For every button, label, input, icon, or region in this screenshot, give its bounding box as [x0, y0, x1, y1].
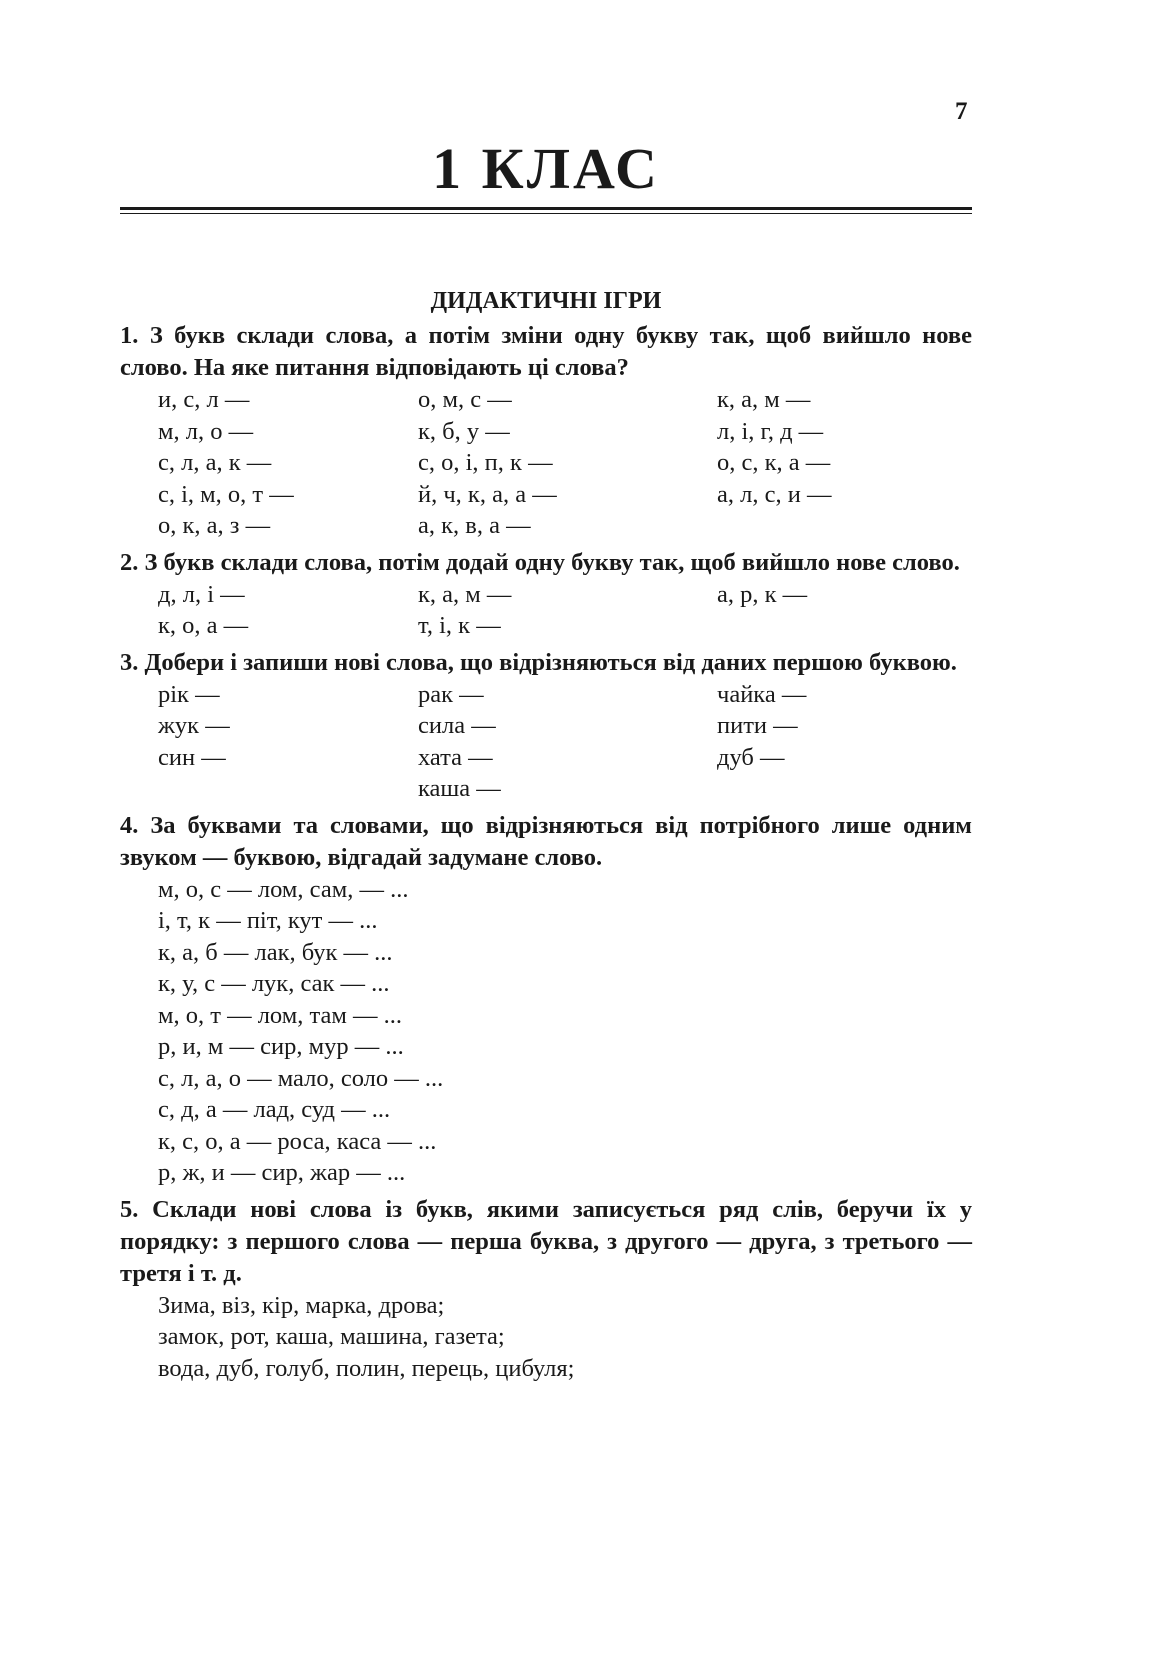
word-item: о, к, а, з —	[158, 512, 271, 539]
word-item: м, л, о —	[158, 417, 254, 445]
list-item: к, с, о, а — роса, каса — ...	[158, 1127, 437, 1155]
word-item: чайка —	[717, 680, 807, 708]
word-item: каша —	[418, 775, 501, 802]
list-item: м, о, с — лом, сам, — ...	[158, 875, 409, 903]
word-item: к, а, м —	[418, 580, 512, 608]
task-heading: 2. З букв склади слова, потім додай одну букву так, щоб вийшло нове слово.	[120, 548, 960, 576]
section-title: ДИДАКТИЧНІ ІГРИ	[430, 288, 662, 314]
task-heading: 5. Склади нові слова із букв, якими записується ряд слів, беручи їх у порядку: з першого слова — перша буква, з другого — друга, з третього — третя і т. д.	[120, 1195, 972, 1287]
word-item: й, ч, к, а, а —	[418, 480, 557, 508]
word-item: к, а, м —	[717, 386, 811, 413]
word-item: с, л, а, к —	[158, 449, 272, 476]
word-item	[717, 510, 977, 542]
word-item: рак —	[418, 680, 484, 708]
word-item	[158, 773, 418, 805]
word-item: т, і, к —	[418, 612, 501, 639]
word-item: к, о, а —	[158, 612, 249, 639]
list-item: к, а, б — лак, бук — ...	[158, 938, 393, 966]
word-item: жук —	[158, 712, 230, 739]
word-item: с, о, і, п, к —	[418, 449, 553, 476]
list-item: вода, дуб, голуб, полин, перець, цибуля;	[158, 1354, 575, 1382]
word-item: о, м, с —	[418, 386, 512, 413]
task-word-grid	[120, 384, 972, 542]
list-item: Зима, віз, кір, марка, дрова;	[158, 1291, 445, 1319]
word-item: д, л, і —	[158, 580, 245, 608]
word-item: а, к, в, а —	[418, 512, 531, 539]
list-item: с, д, а — лад, суд — ...	[158, 1096, 391, 1123]
list-item: р, и, м — сир, мур — ...	[158, 1033, 404, 1060]
task-line-list	[120, 874, 972, 1189]
task-heading: 4. За буквами та словами, що відрізняються від потрібного лише одним звуком — буквою, відгадай задумане слово.	[120, 811, 972, 871]
word-item: дуб —	[717, 743, 785, 771]
content	[120, 320, 972, 1389]
word-item: о, с, к, а —	[717, 449, 831, 476]
title-rule-thin	[120, 213, 972, 214]
word-item: и, с, л —	[158, 386, 250, 413]
list-item: і, т, к — піт, кут — ...	[158, 907, 378, 934]
word-item: рік —	[158, 680, 220, 708]
task-heading: 3. Добери і запиши нові слова, що відрізняються від даних першою буквою.	[120, 648, 957, 676]
list-item: с, л, а, о — мало, соло — ...	[158, 1064, 444, 1092]
word-item: а, л, с, и —	[717, 480, 832, 508]
word-item: с, і, м, о, т —	[158, 480, 294, 508]
task-line-list	[120, 1290, 972, 1385]
page-number: 7	[955, 98, 968, 125]
word-item	[717, 773, 977, 805]
list-item: р, ж, и — сир, жар — ...	[158, 1159, 406, 1186]
word-item: а, р, к —	[717, 580, 808, 608]
list-item: м, о, т — лом, там — ...	[158, 1001, 402, 1029]
word-item: хата —	[418, 743, 493, 771]
task-word-grid	[120, 679, 972, 805]
task-word-grid	[120, 579, 972, 642]
word-item: к, б, у —	[418, 417, 510, 445]
chapter-title: 1 КЛАС	[432, 136, 660, 201]
title-rule-thick	[120, 207, 972, 210]
list-item: к, у, с — лук, сак — ...	[158, 970, 390, 997]
word-item	[717, 610, 977, 642]
task-heading: 1. З букв склади слова, а потім зміни одну букву так, щоб вийшло нове слово. На яке питання відповідають ці слова?	[120, 322, 972, 381]
list-item: замок, рот, каша, машина, газета;	[158, 1323, 505, 1350]
word-item: пити —	[717, 712, 798, 739]
word-item: л, і, г, д —	[717, 417, 824, 445]
word-item: сила —	[418, 712, 496, 739]
word-item: син —	[158, 743, 226, 771]
